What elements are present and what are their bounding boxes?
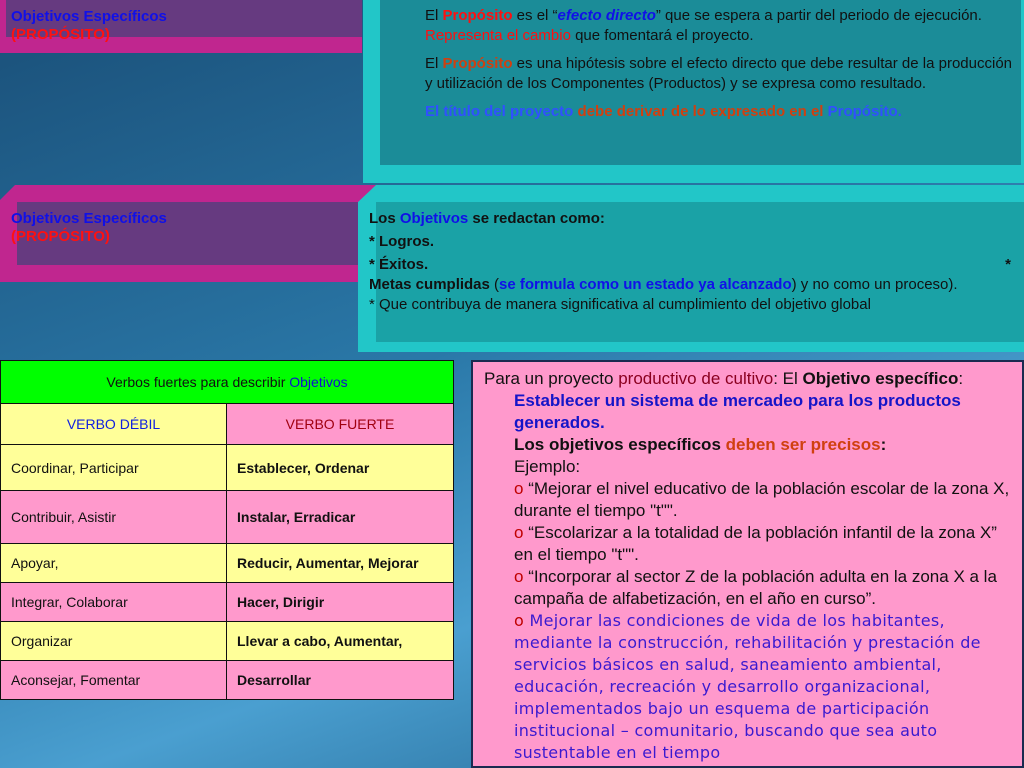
text: * Éxitos.	[369, 256, 429, 273]
bullet-icon: o	[514, 479, 524, 498]
purpose-paragraph-1	[425, 6, 1015, 46]
text: ” que se espera a partir del periodo de ejecución.	[655, 7, 982, 24]
strong-verb: Instalar, Erradicar	[227, 491, 454, 544]
text: es una hipótesis sobre el efecto directo que debe resultar de la producción y utilización de los Componentes (Productos) y se expresa como resultado.	[425, 55, 1012, 92]
table-row	[1, 622, 454, 661]
text: se formula como un estado ya alcanzado	[499, 276, 792, 293]
objectives-line: * Que contribuya de manera significativa al cumplimiento del objetivo global	[369, 296, 871, 313]
text: productivo de cultivo	[618, 369, 774, 388]
text: Objetivos	[399, 210, 469, 227]
text: :	[880, 435, 887, 454]
text: El	[425, 55, 443, 72]
header-title: Objetivos Específicos	[11, 8, 167, 25]
objectives-line	[369, 255, 1019, 275]
text: deben ser precisos	[725, 435, 881, 454]
weak-verb: Coordinar, Participar	[1, 445, 227, 491]
list-item	[484, 610, 1012, 764]
purpose-paragraph-2	[425, 54, 1015, 94]
text: Propósito.	[827, 103, 902, 120]
text: “Incorporar al sector Z de la población adulta en la zona X a la campaña de alfabetización, en el año en curso”.	[514, 567, 997, 608]
text: se redactan como:	[468, 210, 605, 227]
example-label: Ejemplo:	[514, 457, 581, 476]
text: Los objetivos específicos	[514, 435, 726, 454]
weak-verb: Apoyar,	[1, 544, 227, 583]
text: que fomentará el proyecto.	[570, 27, 754, 44]
purpose-text	[425, 6, 1015, 130]
text: Propósito	[442, 7, 513, 24]
header-title-top	[11, 8, 167, 44]
text: “Mejorar el nivel educativo de la población escolar de la zona X, durante el tiempo "t"".	[514, 479, 1010, 520]
header-subtitle: (PROPÓSITO)	[11, 26, 110, 43]
column-header-weak: VERBO DÉBIL	[1, 404, 227, 445]
text: Para un proyecto	[484, 369, 619, 388]
text: Objetivos	[289, 374, 348, 390]
table-row	[1, 445, 454, 491]
weak-verb: Aconsejar, Fomentar	[1, 661, 227, 700]
bullet-icon: o	[514, 567, 524, 586]
list-item	[484, 522, 1012, 566]
list-item	[484, 478, 1012, 522]
text: *	[1005, 256, 1011, 273]
table-title	[1, 361, 454, 404]
strong-verb: Desarrollar	[227, 661, 454, 700]
bullet-icon: o	[514, 523, 524, 542]
column-header-strong: VERBO FUERTE	[227, 404, 454, 445]
objectives-line	[369, 275, 1019, 295]
strong-verb: Reducir, Aumentar, Mejorar	[227, 544, 454, 583]
objectives-text	[369, 209, 1019, 315]
text: Propósito	[442, 55, 513, 72]
text: El título del proyecto	[425, 103, 574, 120]
text: Metas cumplidas	[369, 276, 490, 293]
weak-verb: Integrar, Colaborar	[1, 583, 227, 622]
text: Representa el cambio	[425, 27, 571, 44]
objectives-line: * Logros.	[369, 233, 435, 250]
header-title: Objetivos Específicos	[11, 210, 167, 227]
table-row	[1, 544, 454, 583]
text: (	[489, 276, 500, 293]
weak-verb: Organizar	[1, 622, 227, 661]
text: Los	[369, 210, 400, 227]
purpose-paragraph-3	[425, 102, 1015, 122]
text: : El	[773, 369, 803, 388]
text: efecto directo	[557, 7, 656, 24]
strong-verb: Llevar a cabo, Aumentar,	[227, 622, 454, 661]
header-title-mid	[11, 210, 167, 246]
objectives-line	[369, 209, 1019, 229]
text: es el “	[512, 7, 558, 24]
example-goal: Establecer un sistema de mercadeo para los productos generados.	[514, 391, 961, 432]
text: ) y no como un proceso).	[791, 276, 958, 293]
example-box	[471, 360, 1024, 768]
text: Mejorar las condiciones de vida de los habitantes, mediante la construcción, rehabilitación y prestación de servicios básicos en salud, saneamiento ambiental, educación, recreación y desarrollo organizacional, implementados bajo un esquema de participación institucional – comunitario, buscando que sea auto sustentable en el tiempo	[514, 611, 981, 762]
strong-verb: Hacer, Dirigir	[227, 583, 454, 622]
table-row	[1, 491, 454, 544]
text: Objetivo específico	[802, 369, 959, 388]
text: debe derivar de lo expresado en el	[573, 103, 828, 120]
example-precise	[484, 434, 1012, 456]
weak-verb: Contribuir, Asistir	[1, 491, 227, 544]
example-intro	[484, 368, 1012, 390]
strong-verb: Establecer, Ordenar	[227, 445, 454, 491]
bullet-icon: o	[514, 611, 525, 630]
table-row	[1, 583, 454, 622]
verbs-table	[0, 360, 454, 700]
text: :	[958, 369, 964, 388]
table-row	[1, 661, 454, 700]
text: El	[425, 7, 443, 24]
header-subtitle: (PROPÓSITO)	[11, 228, 110, 245]
list-item	[484, 566, 1012, 610]
text: Verbos fuertes para describir	[106, 374, 290, 390]
text: “Escolarizar a la totalidad de la población infantil de la zona X” en el tiempo "t"".	[514, 523, 997, 564]
